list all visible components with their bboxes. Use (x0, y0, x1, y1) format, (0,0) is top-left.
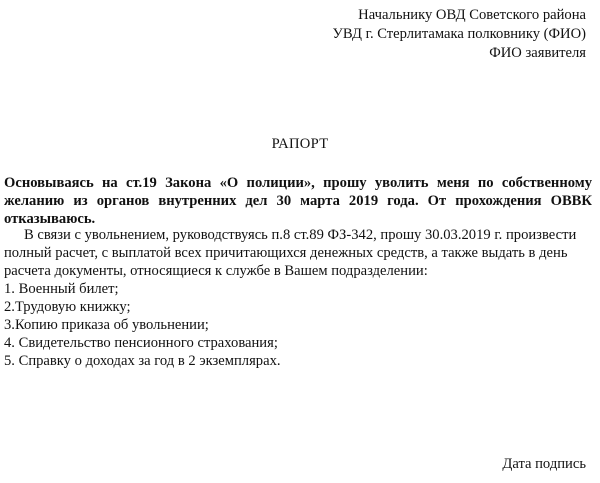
request-line-2: желанию из органов внутренних дел 30 марта 2019 года. От прохождения ОВВК (4, 193, 592, 209)
request-line-3: отказываюсь. (4, 211, 96, 227)
date-signature: Дата подпись (502, 456, 586, 472)
document-item: 5. Справку о доходах за год в 2 экземплярах. (4, 353, 281, 369)
dismissal-request (4, 174, 592, 228)
addressee-line-1: Начальнику ОВД Советского района (358, 7, 586, 23)
request-line-1: Основываясь на ст.19 Закона «О полиции», прошу уволить меня по собственному (4, 175, 592, 191)
document-item: 4. Свидетельство пенсионного страхования; (4, 335, 278, 351)
body-line-3: расчета документы, относящиеся к службе в Вашем подразделении: (4, 263, 428, 279)
body-line-2: полный расчет, с выплатой всех причитающихся денежных средств, а также выдать в день (4, 245, 568, 261)
addressee-line-2: УВД г. Стерлитамака полковнику (ФИО) (332, 26, 586, 42)
document-item: 2.Трудовую книжку; (4, 299, 131, 315)
document-item: 1. Военный билет; (4, 281, 119, 297)
document-item: 3.Копию приказа об увольнении; (4, 317, 209, 333)
applicant-name: ФИО заявителя (489, 45, 586, 61)
body-line-1: В связи с увольнением, руководствуясь п.8 ст.89 ФЗ-342, прошу 30.03.2019 г. произвести (24, 227, 577, 243)
document-title: РАПОРТ (271, 136, 329, 152)
